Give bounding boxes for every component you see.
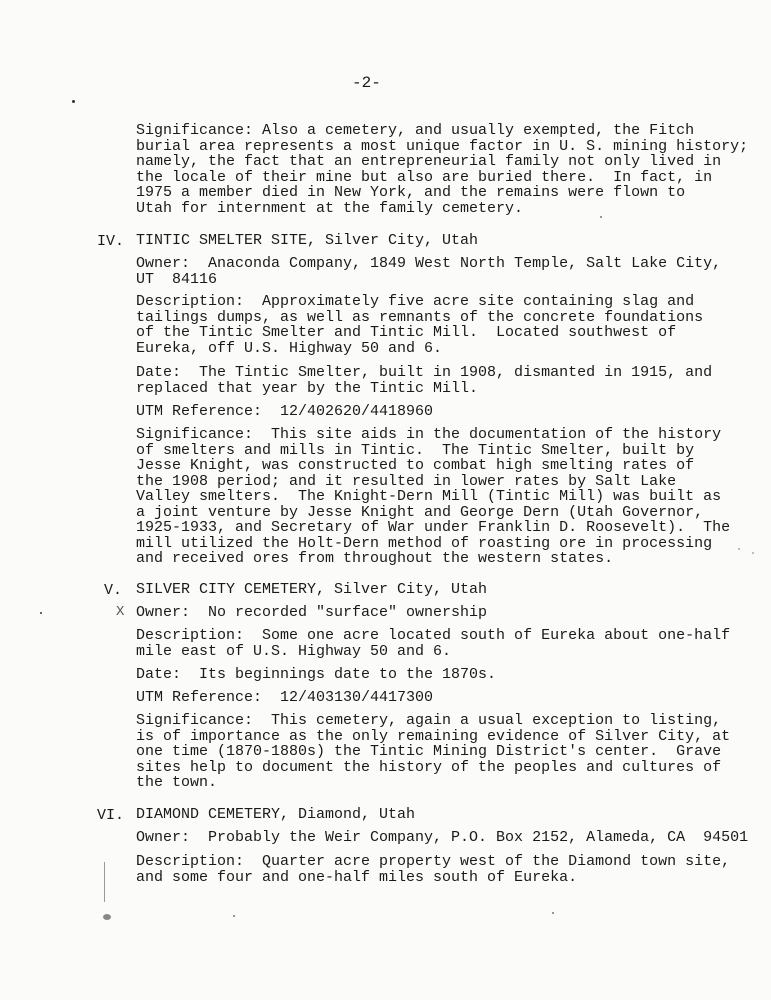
section-numeral: IV. <box>97 233 125 250</box>
text-line: is of importance as the only remaining evidence of Silver City, at <box>136 727 731 745</box>
text-line: the 1908 period; and it resulted in lower rates by Salt Lake <box>136 472 677 490</box>
text-line: Utah for internment at the family cemetery. <box>136 199 524 217</box>
scan-speck <box>40 612 42 614</box>
section-heading <box>136 807 716 823</box>
section-numeral: VI. <box>97 807 125 824</box>
scan-speck <box>738 548 740 550</box>
text-line: and received ores from throughout the western states. <box>136 550 614 567</box>
scan-speck <box>72 100 75 103</box>
scan-speck <box>600 216 602 218</box>
text-line: Description: Quarter acre property west of the Diamond town site, <box>136 853 731 870</box>
owner-paragraph <box>136 605 716 621</box>
scan-speck <box>233 915 235 917</box>
text-line: the town. <box>136 774 218 791</box>
utm-paragraph <box>136 690 716 706</box>
text-line: 1925-1933, and Secretary of War under Franklin D. Roosevelt). The <box>136 519 731 536</box>
page-number: -2- <box>352 74 381 92</box>
section-heading <box>136 582 716 598</box>
scan-speck <box>552 912 554 914</box>
text-line: the locale of their mine but also are buried there. In fact, in <box>136 168 713 186</box>
date-paragraph <box>136 365 716 396</box>
description-paragraph <box>136 294 716 356</box>
text-line: burial area represents a most unique factor in U. S. mining history; <box>136 137 749 155</box>
text-line: Significance: Also a cemetery, and usually exempted, the Fitch <box>136 122 695 139</box>
significance-paragraph <box>136 426 731 567</box>
text-line: tailings dumps, as well as remnants of the concrete foundations <box>136 308 704 326</box>
text-line: mill utilized the Holt-Dern method of roasting ore in processing <box>136 534 713 552</box>
owner-paragraph <box>136 255 722 288</box>
margin-line <box>104 862 105 902</box>
text-line: sites help to document the history of the peoples and cultures of <box>136 758 722 776</box>
text-line: 1975 a member died in New York, and the remains were flown to <box>136 184 686 201</box>
intro-paragraph <box>136 122 749 217</box>
text-line: Owner: Probably the Weir Company, P.O. Box 2152, Alameda, CA 94501 <box>136 829 749 846</box>
text-line: Jesse Knight, was constructed to combat high smelting rates of <box>136 457 695 474</box>
section-title: DIAMOND CEMETERY, Diamond, Utah <box>136 806 416 823</box>
text-line: Significance: This site aids in the documentation of the history <box>136 426 722 443</box>
text-line: and some four and one-half miles south of Eureka. <box>136 868 578 886</box>
utm-paragraph <box>136 404 716 420</box>
text-line: Eureka, off U.S. Highway 50 and 6. <box>136 339 443 357</box>
text-line: UTM Reference: 12/403130/4417300 <box>136 689 434 706</box>
text-line: a joint venture by Jesse Knight and George Dern (Utah Governor, <box>136 503 704 521</box>
section-title: TINTIC SMELTER SITE, Silver City, Utah <box>136 232 479 249</box>
text-line: of smelters and mills in Tintic. The Tintic Smelter, built by <box>136 441 695 459</box>
description-paragraph <box>136 627 731 660</box>
text-line: Owner: No recorded "surface" ownership <box>136 604 488 621</box>
margin-check-mark: X <box>116 604 125 620</box>
text-line: mile east of U.S. Highway 50 and 6. <box>136 642 452 660</box>
significance-paragraph <box>136 712 731 791</box>
text-line: Date: The Tintic Smelter, built in 1908, dismanted in 1915, and <box>136 364 713 381</box>
date-paragraph <box>136 667 716 683</box>
section-heading <box>136 233 716 249</box>
section-numeral: V. <box>104 582 123 599</box>
text-line: Date: Its beginnings date to the 1870s. <box>136 666 497 683</box>
section-title: SILVER CITY CEMETERY, Silver City, Utah <box>136 581 488 598</box>
text-line: replaced that year by the Tintic Mill. <box>136 379 479 397</box>
text-line: one time (1870-1880s) the Tintic Mining District's center. Grave <box>136 743 722 760</box>
text-line: UTM Reference: 12/402620/4418960 <box>136 403 434 420</box>
text-line: Significance: This cemetery, again a usual exception to listing, <box>136 712 722 729</box>
text-line: namely, the fact that an entrepreneurial family not only lived in <box>136 153 722 170</box>
scan-smudge <box>103 914 111 920</box>
text-line: Description: Some one acre located south of Eureka about one-half <box>136 627 731 644</box>
text-line: of the Tintic Smelter and Tintic Mill. Located southwest of <box>136 324 677 341</box>
scan-speck <box>752 552 754 554</box>
text-line: Description: Approximately five acre site containing slag and <box>136 293 695 310</box>
text-line: Valley smelters. The Knight-Dern Mill (Tintic Mill) was built as <box>136 488 722 505</box>
owner-paragraph <box>136 829 749 846</box>
text-line: Owner: Anaconda Company, 1849 West North Temple, Salt Lake City, <box>136 255 722 272</box>
text-line: UT 84116 <box>136 270 218 288</box>
description-paragraph <box>136 853 731 886</box>
